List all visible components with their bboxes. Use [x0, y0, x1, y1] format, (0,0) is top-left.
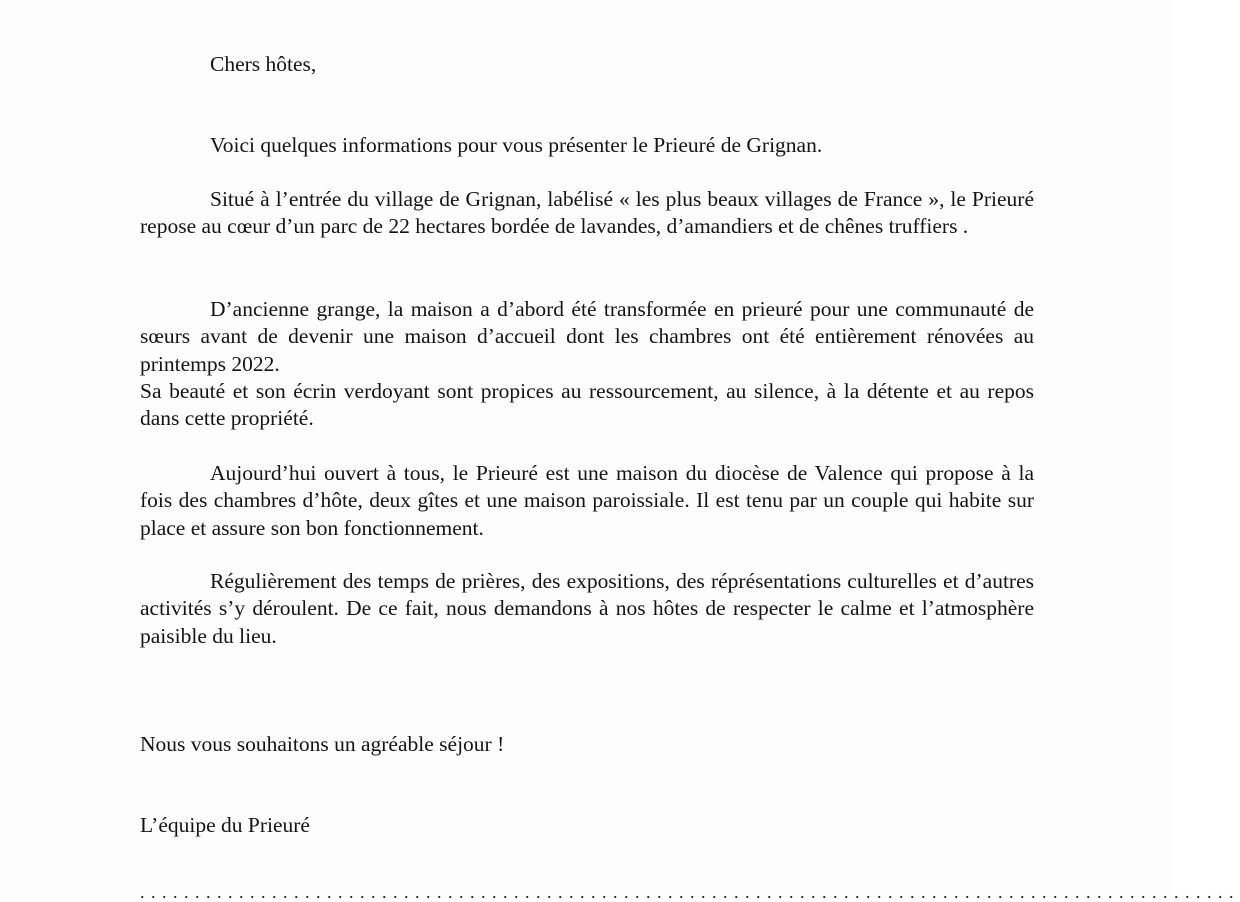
beauty-paragraph: Sa beauté et son écrin verdoyant sont propices au ressourcement, au silence, à la détente et au repos dans cette propriété.	[140, 379, 1034, 431]
dotted-separator: ....................................................................................................	[140, 882, 1240, 902]
intro-paragraph: Voici quelques informations pour vous présenter le Prieuré de Grignan.	[210, 133, 823, 157]
greeting: Chers hôtes,	[210, 52, 317, 76]
closing-wish: Nous vous souhaitons un agréable séjour !	[140, 732, 505, 756]
history-paragraph: D’ancienne grange, la maison a d’abord été transformée en prieuré pour une communauté de sœurs avant de devenir une maison d’accueil dont les chambres ont été entièrement rénovées au printemps 2022.	[140, 297, 1034, 376]
signature: L’équipe du Prieuré	[140, 813, 310, 837]
location-paragraph: Situé à l’entrée du village de Grignan, labélisé « les plus beaux villages de France », le Prieuré repose au cœur d’un parc de 22 hectares bordée de lavandes, d’amandiers et de chênes truffiers .	[140, 187, 1034, 239]
activities-paragraph: Régulièrement des temps de prières, des expositions, des réprésentations culturelles et d’autres activités s’y déroulent. De ce fait, nous demandons à nos hôtes de respecter le calme et l’atmosphère paisible du lieu.	[140, 569, 1034, 648]
today-paragraph: Aujourd’hui ouvert à tous, le Prieuré est une maison du diocèse de Valence qui propose à la fois des chambres d’hôte, deux gîtes et une maison paroissiale. Il est tenu par un couple qui habite sur place et assure son bon fonctionnement.	[140, 461, 1034, 540]
